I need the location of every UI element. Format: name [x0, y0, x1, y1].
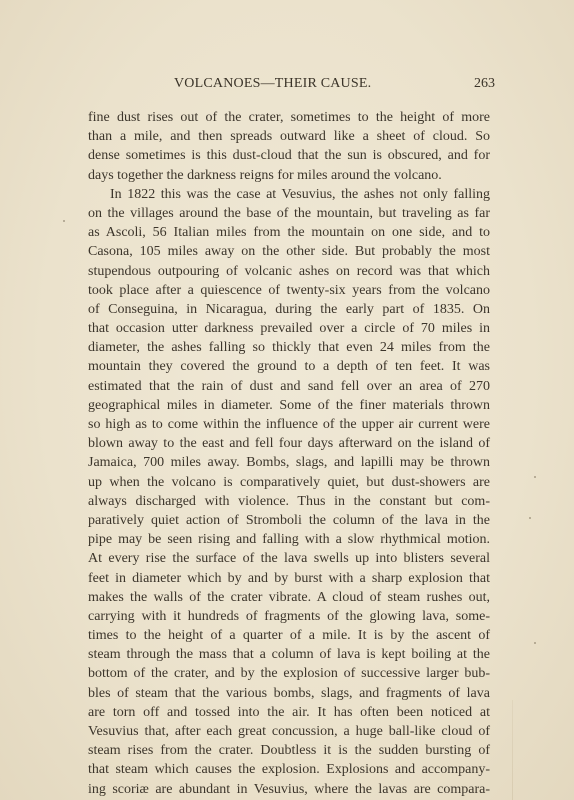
text-line: steam rises from the crater. Doubtless it is the sudden bursting of: [88, 743, 490, 759]
text-line: days together the darkness reigns for miles around the volcano.: [88, 167, 442, 183]
page-header: [0, 76, 574, 94]
page-fold-shadow: [512, 700, 513, 800]
text-line: times to the height of a quarter of a mile. It is by the ascent of: [88, 628, 490, 644]
text-line: so high as to come within the influence of the upper air current were: [88, 417, 490, 432]
text-line: estimated that the rain of dust and sand fell over an area of 270: [88, 378, 490, 394]
paper-speck: [63, 220, 65, 222]
body-text: [88, 108, 490, 799]
text-line: as Ascoli, 56 Italian miles from the mountain on one side, and to: [88, 225, 490, 241]
text-line: on the villages around the base of the mountain, but traveling as far: [88, 205, 490, 221]
text-line: Vesuvius that, after each great concussion, a huge ball-like cloud of: [88, 724, 490, 739]
text-line: ing scoriæ are abundant in Vesuvius, where the lavas are compara-: [88, 781, 490, 797]
text-line: fine dust rises out of the crater, sometimes to the height of more: [88, 110, 490, 125]
text-line: carrying with it hundreds of fragments of the glowing lava, some-: [88, 608, 490, 624]
text-line: stupendous outpouring of volcanic ashes on record was that which: [88, 263, 490, 279]
text-line: than a mile, and then spreads outward like a sheet of cloud. So: [88, 129, 490, 145]
text-line: makes the walls of the crater vibrate. A cloud of steam rushes out,: [88, 589, 490, 605]
paper-speck: [534, 476, 536, 478]
text-line: geographical miles in diameter. Some of the finer materials thrown: [88, 397, 490, 413]
text-line: are torn off and tossed into the air. It has often been noticed at: [88, 704, 490, 720]
text-line: mountain they covered the ground to a depth of ten feet. It was: [88, 359, 490, 375]
text-line: of Conseguina, in Nicaragua, during the early part of 1835. On: [88, 301, 490, 317]
text-line: In 1822 this was the case at Vesuvius, the ashes not only falling: [110, 186, 490, 202]
text-line: At every rise the surface of the lava swells up into blisters several: [88, 551, 490, 567]
text-line: Casona, 105 miles away on the other side. But probably the most: [88, 244, 490, 260]
text-line: steam through the mass that a column of lava is kept boiling at the: [88, 647, 490, 663]
text-line: that steam which causes the explosion. Explosions and accompany-: [88, 762, 490, 778]
text-line: Jamaica, 700 miles away. Bombs, slags, and lapilli may be thrown: [88, 455, 490, 471]
paper-speck: [534, 642, 536, 644]
text-line: paratively quiet action of Stromboli the column of the lava in the: [88, 512, 490, 528]
text-line: up when the volcano is comparatively quiet, but dust-showers are: [88, 474, 490, 490]
paper-speck: [529, 517, 531, 519]
text-line: diameter, the ashes falling so thickly that even 24 miles from the: [88, 340, 490, 356]
text-line: bles of steam that the various bombs, slags, and fragments of lava: [88, 685, 490, 701]
running-title: VOLCANOES—THEIR CAUSE.: [174, 76, 372, 91]
text-line: blown away to the east and fell four days afterward on the island of: [88, 436, 490, 452]
text-line: feet in diameter which by and by burst with a sharp explosion that: [88, 570, 490, 586]
text-line: always discharged with violence. Thus in the constant but com-: [88, 493, 490, 509]
text-line: dense sometimes is this dust-cloud that the sun is obscured, and for: [88, 148, 490, 164]
text-line: pipe may be seen rising and falling with a slow rhythmical motion.: [88, 532, 490, 548]
page-number: 263: [474, 76, 495, 91]
text-line: bottom of the crater, and by the explosion of successive larger bub-: [88, 666, 490, 682]
text-line: took place after a quiescence of twenty-six years from the volcano: [88, 282, 490, 298]
text-line: that occasion utter darkness prevailed over a circle of 70 miles in: [88, 321, 490, 337]
